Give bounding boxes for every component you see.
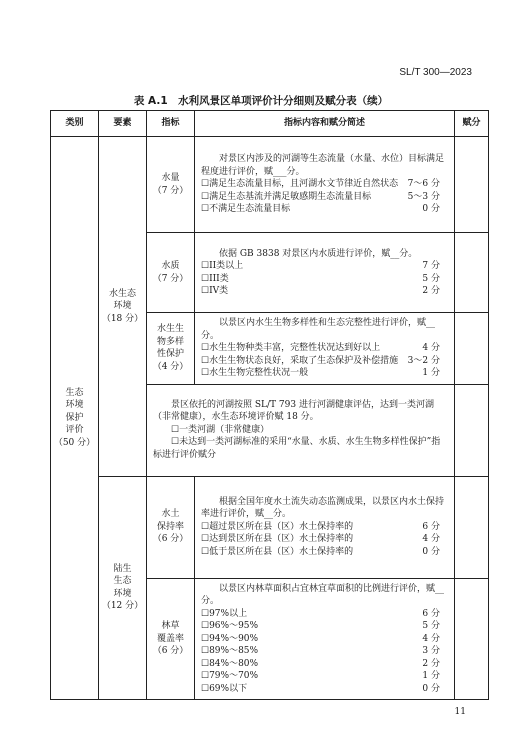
option-item: ☐III类 5 分 (201, 273, 440, 284)
option-item: ☐II类以上 7 分 (201, 261, 440, 271)
river-health-content: 景区依托的河湖按照 SL/T 793 进行河湖健康评估，达到一类河湖（非常健康），水生态环境评价赋 18 分。 ☐一类河湖（非常健康） ☐未达到一类河湖标准的采用“水量、水质、水生生物多样性保护”指标进行评价赋分 (147, 384, 455, 476)
option-item: ☐94%～90% 4 分 (201, 633, 440, 644)
indicator-flow-cell: 水量 （7 分） (147, 137, 195, 233)
element-water-cell: 水生态 环境 （18 分） (99, 137, 147, 477)
table-row (51, 137, 489, 233)
option-item: ☐89%～85% 3 分 (201, 646, 440, 656)
option-item: ☐低于景区所在县（区）水土保持率的 0 分 (201, 546, 440, 557)
option-item: ☐水生生物状态良好，采取了生态保护及补偿措施 3～2 分 (201, 355, 440, 366)
col-header-indicator: 指标 (147, 111, 195, 137)
col-header-content: 指标内容和赋分简述 (195, 111, 455, 137)
indicator-soil-cell: 水土 保持率 （6 分） (147, 476, 195, 578)
score-cell[interactable] (455, 476, 489, 578)
indicator-quality-cell: 水质 （7 分） (147, 233, 195, 313)
table-caption: 表 A.1 水利风景区单项评价计分细则及赋分表（续） (133, 95, 389, 107)
indicator-veg-cell: 林草 覆盖率 （6 分） (147, 578, 195, 700)
option-item: ☐不满足生态流量目标 0 分 (201, 204, 440, 215)
option-item: ☐未达到一类河湖标准的采用“水量、水质、水生生物多样性保护”指标进行评价赋分 (153, 437, 441, 460)
indicator-flow-content: 对景区内涉及的河湖等生态流量（水量、水位）目标满足程度进行评价，赋___分。 ☐满足生态流量目标，且河湖水文节律近自然状态 7～6 分 ☐满足生态基流并满足敏感期生态流量目标 5～3 分 ☐不满足生态流量目标 0 分 (195, 137, 455, 233)
score-cell[interactable] (455, 137, 489, 233)
col-header-element: 要素 (99, 111, 147, 137)
option-item: ☐超过景区所在县（区）水土保持率的 6 分 (201, 521, 440, 532)
option-item: ☐一类河湖（非常健康） (171, 424, 270, 435)
score-cell[interactable] (455, 233, 489, 313)
option-item: ☐满足生态基流并满足敏感期生态流量目标 5～3 分 (201, 191, 440, 202)
col-header-category: 类别 (51, 111, 99, 137)
table-row (51, 476, 489, 578)
score-cell[interactable] (455, 384, 489, 476)
indicator-bio-content: 以景区内水生生物多样性和生态完整性进行评价，赋__分。 ☐水生生物种类丰富，完整性状况达到好以上 4 分 ☐水生生物状态良好，采取了生态保护及补偿措施 3～2 分 ☐水生生物完整性状况一般 1 分 (195, 313, 455, 385)
indicator-bio-cell: 水生生 物多样 性保护 （4 分） (147, 313, 195, 385)
option-item: ☐69%以下 0 分 (201, 683, 440, 694)
category-cell: 生态 环境 保护 评价 （50 分） (51, 137, 99, 700)
option-item: ☐达到景区所在县（区）水土保持率的 4 分 (201, 534, 440, 545)
element-land-cell: 陆生 生态 环境 （12 分） (99, 476, 147, 700)
evaluation-table (50, 110, 489, 700)
indicator-soil-content: 根据全国年度水土流失动态监测成果，以景区内水土保持率进行评价，赋__分。 ☐超过景区所在县（区）水土保持率的 6 分 ☐达到景区所在县（区）水土保持率的 4 分 ☐低于景区所在县（区）水土保持率的 0 分 (195, 476, 455, 578)
indicator-quality-content: 依据 GB 3838 对景区内水质进行评价，赋__分。 ☐II类以上 7 分 ☐III类 5 分 ☐IV类 2 分 (195, 233, 455, 313)
option-item: ☐84%～80% 2 分 (201, 658, 440, 669)
option-item: ☐96%～95% 5 分 (201, 621, 440, 631)
score-cell[interactable] (455, 313, 489, 385)
standard-number: SL/T 300—2023 (399, 67, 472, 78)
option-item: ☐满足生态流量目标，且河湖水文节律近自然状态 7～6 分 (201, 179, 440, 190)
option-item: ☐IV类 2 分 (201, 286, 440, 296)
page-number: 11 (454, 707, 466, 717)
option-item: ☐79%～70% 1 分 (201, 671, 440, 681)
indicator-veg-content: 以景区内林草面积占宜林宜草面积的比例进行评价，赋__分。 ☐97%以上 6 分 ☐96%～95% 5 分 ☐94%～90% 4 分 ☐89%～85% 3 分 ☐84%～80% 2 分 ☐79%～70% 1 分 ☐69%以下 0 分 (195, 578, 455, 700)
header-row (51, 111, 489, 137)
score-cell[interactable] (455, 578, 489, 700)
option-item: ☐水生生物种类丰富，完整性状况达到好以上 4 分 (201, 343, 440, 353)
option-item: ☐水生生物完整性状况一般 1 分 (201, 368, 440, 378)
option-item: ☐97%以上 6 分 (201, 608, 440, 619)
col-header-score: 赋分 (455, 111, 489, 137)
